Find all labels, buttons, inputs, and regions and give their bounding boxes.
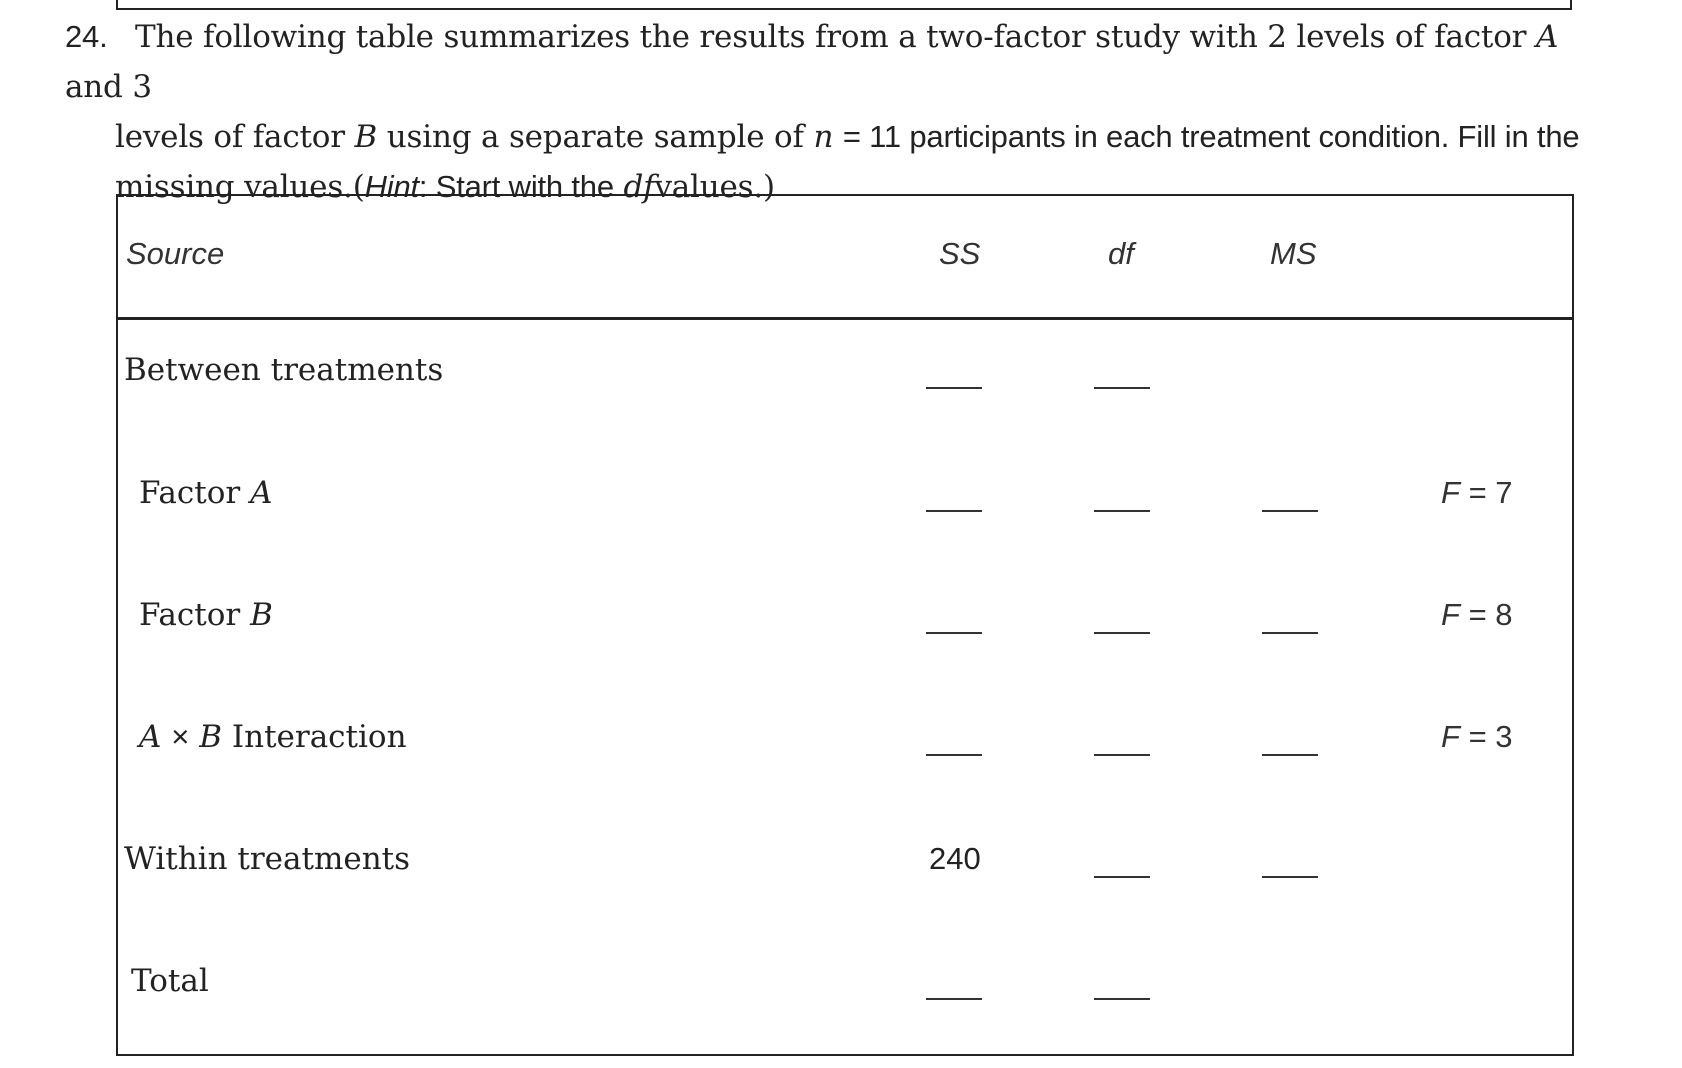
blank-interaction-ms: [1262, 754, 1318, 756]
question-text: [65, 12, 1585, 212]
row-between-treatments: [118, 324, 1572, 446]
within-ss-value: 240: [929, 841, 981, 876]
df-var: df: [623, 169, 655, 205]
header-ms: MS: [1270, 236, 1317, 271]
blank-between-df: [1094, 387, 1150, 389]
question-line2-mid: using a separate sample of: [386, 119, 804, 155]
question-line3-end: values.): [654, 169, 775, 205]
f-symbol: F: [1441, 719, 1460, 754]
n-var: n: [813, 119, 834, 155]
blank-factor-a-df: [1094, 510, 1150, 512]
interaction-word: Interaction: [231, 719, 407, 755]
blank-between-ss: [926, 387, 982, 389]
question-line1-text: The following table summarizes the results from a two-factor study with 2 levels of factor: [135, 19, 1527, 55]
question-line1-end: and 3: [65, 69, 152, 105]
anova-summary-table: [116, 194, 1574, 1056]
f-symbol: F: [1441, 475, 1460, 510]
label-interaction: [139, 719, 407, 755]
f-value: = 3: [1468, 719, 1513, 754]
header-ss: SS: [939, 236, 981, 271]
blank-factor-a-ss: [926, 510, 982, 512]
label-factor-a: [139, 475, 272, 511]
factor-b-var: B: [354, 119, 378, 155]
f-value-interaction: [1441, 719, 1513, 755]
question-line2-end: = 11 participants in each treatment condition. Fill in the: [842, 119, 1580, 154]
row-within-treatments: [118, 813, 1572, 935]
table-header-row: [118, 196, 1572, 320]
row-interaction: [118, 691, 1572, 813]
previous-table-bottom-edge: [116, 0, 1572, 10]
interaction-b: B: [199, 719, 222, 755]
label-total: Total: [131, 963, 209, 999]
header-df: df: [1108, 236, 1134, 271]
row-factor-b: [118, 569, 1572, 691]
label-within-treatments: Within treatments: [124, 841, 411, 877]
question-number: 24.: [65, 19, 108, 54]
question-line3-text: missing values.(: [115, 169, 365, 205]
question-line1: [65, 19, 1558, 105]
blank-total-df: [1094, 998, 1150, 1000]
times-symbol: ×: [171, 719, 190, 754]
label-factor-b: [139, 597, 273, 633]
blank-interaction-df: [1094, 754, 1150, 756]
factor-b-word: Factor: [139, 597, 241, 633]
blank-total-ss: [926, 998, 982, 1000]
blank-within-ms: [1262, 876, 1318, 878]
blank-within-df: [1094, 876, 1150, 878]
hint-label: Hint: [364, 169, 419, 204]
question-line2: [65, 112, 1585, 162]
f-value: = 7: [1468, 475, 1513, 510]
factor-b-letter: B: [250, 597, 273, 633]
factor-a-word: Factor: [139, 475, 241, 511]
factor-a-letter: A: [250, 475, 273, 511]
blank-factor-b-ms: [1262, 632, 1318, 634]
hint-text: : Start with the: [418, 169, 614, 204]
row-factor-a: [118, 447, 1572, 569]
row-total: [118, 935, 1572, 1057]
f-symbol: F: [1441, 597, 1460, 632]
f-value-factor-a: [1441, 475, 1513, 511]
blank-factor-b-ss: [926, 632, 982, 634]
blank-interaction-ss: [926, 754, 982, 756]
f-value-factor-b: [1441, 597, 1513, 633]
factor-a-var: A: [1535, 19, 1559, 55]
blank-factor-b-df: [1094, 632, 1150, 634]
blank-factor-a-ms: [1262, 510, 1318, 512]
interaction-a: A: [139, 719, 162, 755]
label-between-treatments: Between treatments: [124, 352, 444, 388]
f-value: = 8: [1468, 597, 1513, 632]
question-line2-text: levels of factor: [115, 119, 345, 155]
header-source: Source: [126, 236, 225, 271]
